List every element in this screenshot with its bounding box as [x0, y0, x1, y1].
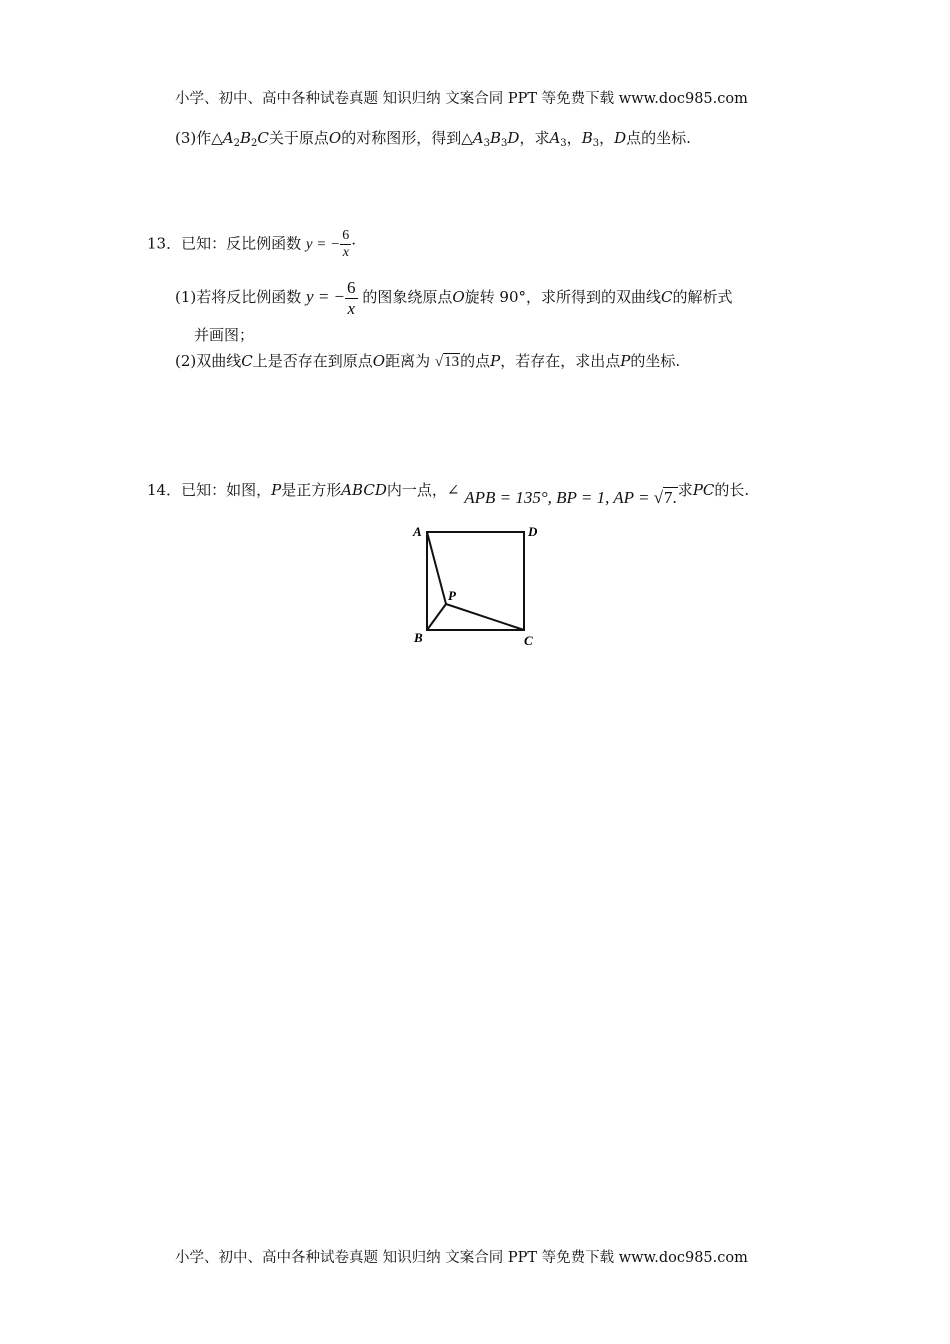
- page-footer: 小学、初中、高中各种试卷真题 知识归纳 文案合同 PPT 等免费下载 www.doc985.com: [175, 1250, 748, 1266]
- page-header: 小学、初中、高中各种试卷真题 知识归纳 文案合同 PPT 等免费下载 www.doc985.com: [175, 91, 748, 107]
- sqrt-13: √13: [434, 354, 460, 370]
- q13-part2: (2)双曲线C上是否存在到原点O距离为 √13的点P，若存在，求出点P的坐标.: [175, 352, 681, 370]
- square-abcd: [427, 532, 524, 630]
- q12-part3: (3)作$\triangle A_2B_2C$关于原点O的对称图形，得到$\triangle A_3B_3D$，求$A_3$，$B_3$，D点的坐标.: [175, 129, 691, 149]
- segment-ap: [427, 532, 446, 604]
- q13-intro: 13．已知：反比例函数 y = − $\frac{6}{x}$ ·: [147, 228, 357, 261]
- segment-pc: [446, 604, 524, 630]
- q13-part1-cont: 并画图；: [194, 326, 255, 344]
- label-d: D: [528, 524, 538, 539]
- sqrt-7: √7.: [653, 488, 677, 507]
- question-number: 13．: [147, 234, 182, 253]
- label-b: B: [414, 630, 423, 645]
- label-c: C: [524, 633, 533, 648]
- q13-part1: (1)若将反比例函数 y = − $\frac{6}{x}$ 的图象绕原点O旋转 90°，求所得到的双曲线C的解析式: [175, 278, 733, 318]
- question-number: 14．: [147, 481, 182, 499]
- q14-text: 14．已知：如图，P是正方形ABCD内一点，∠ APB = 135°, BP = 1, AP = √7.求PC的长.: [147, 481, 750, 507]
- label-a: A: [413, 524, 422, 539]
- segment-bp: [427, 604, 446, 630]
- square-figure: [405, 518, 550, 650]
- label-p: P: [448, 588, 456, 603]
